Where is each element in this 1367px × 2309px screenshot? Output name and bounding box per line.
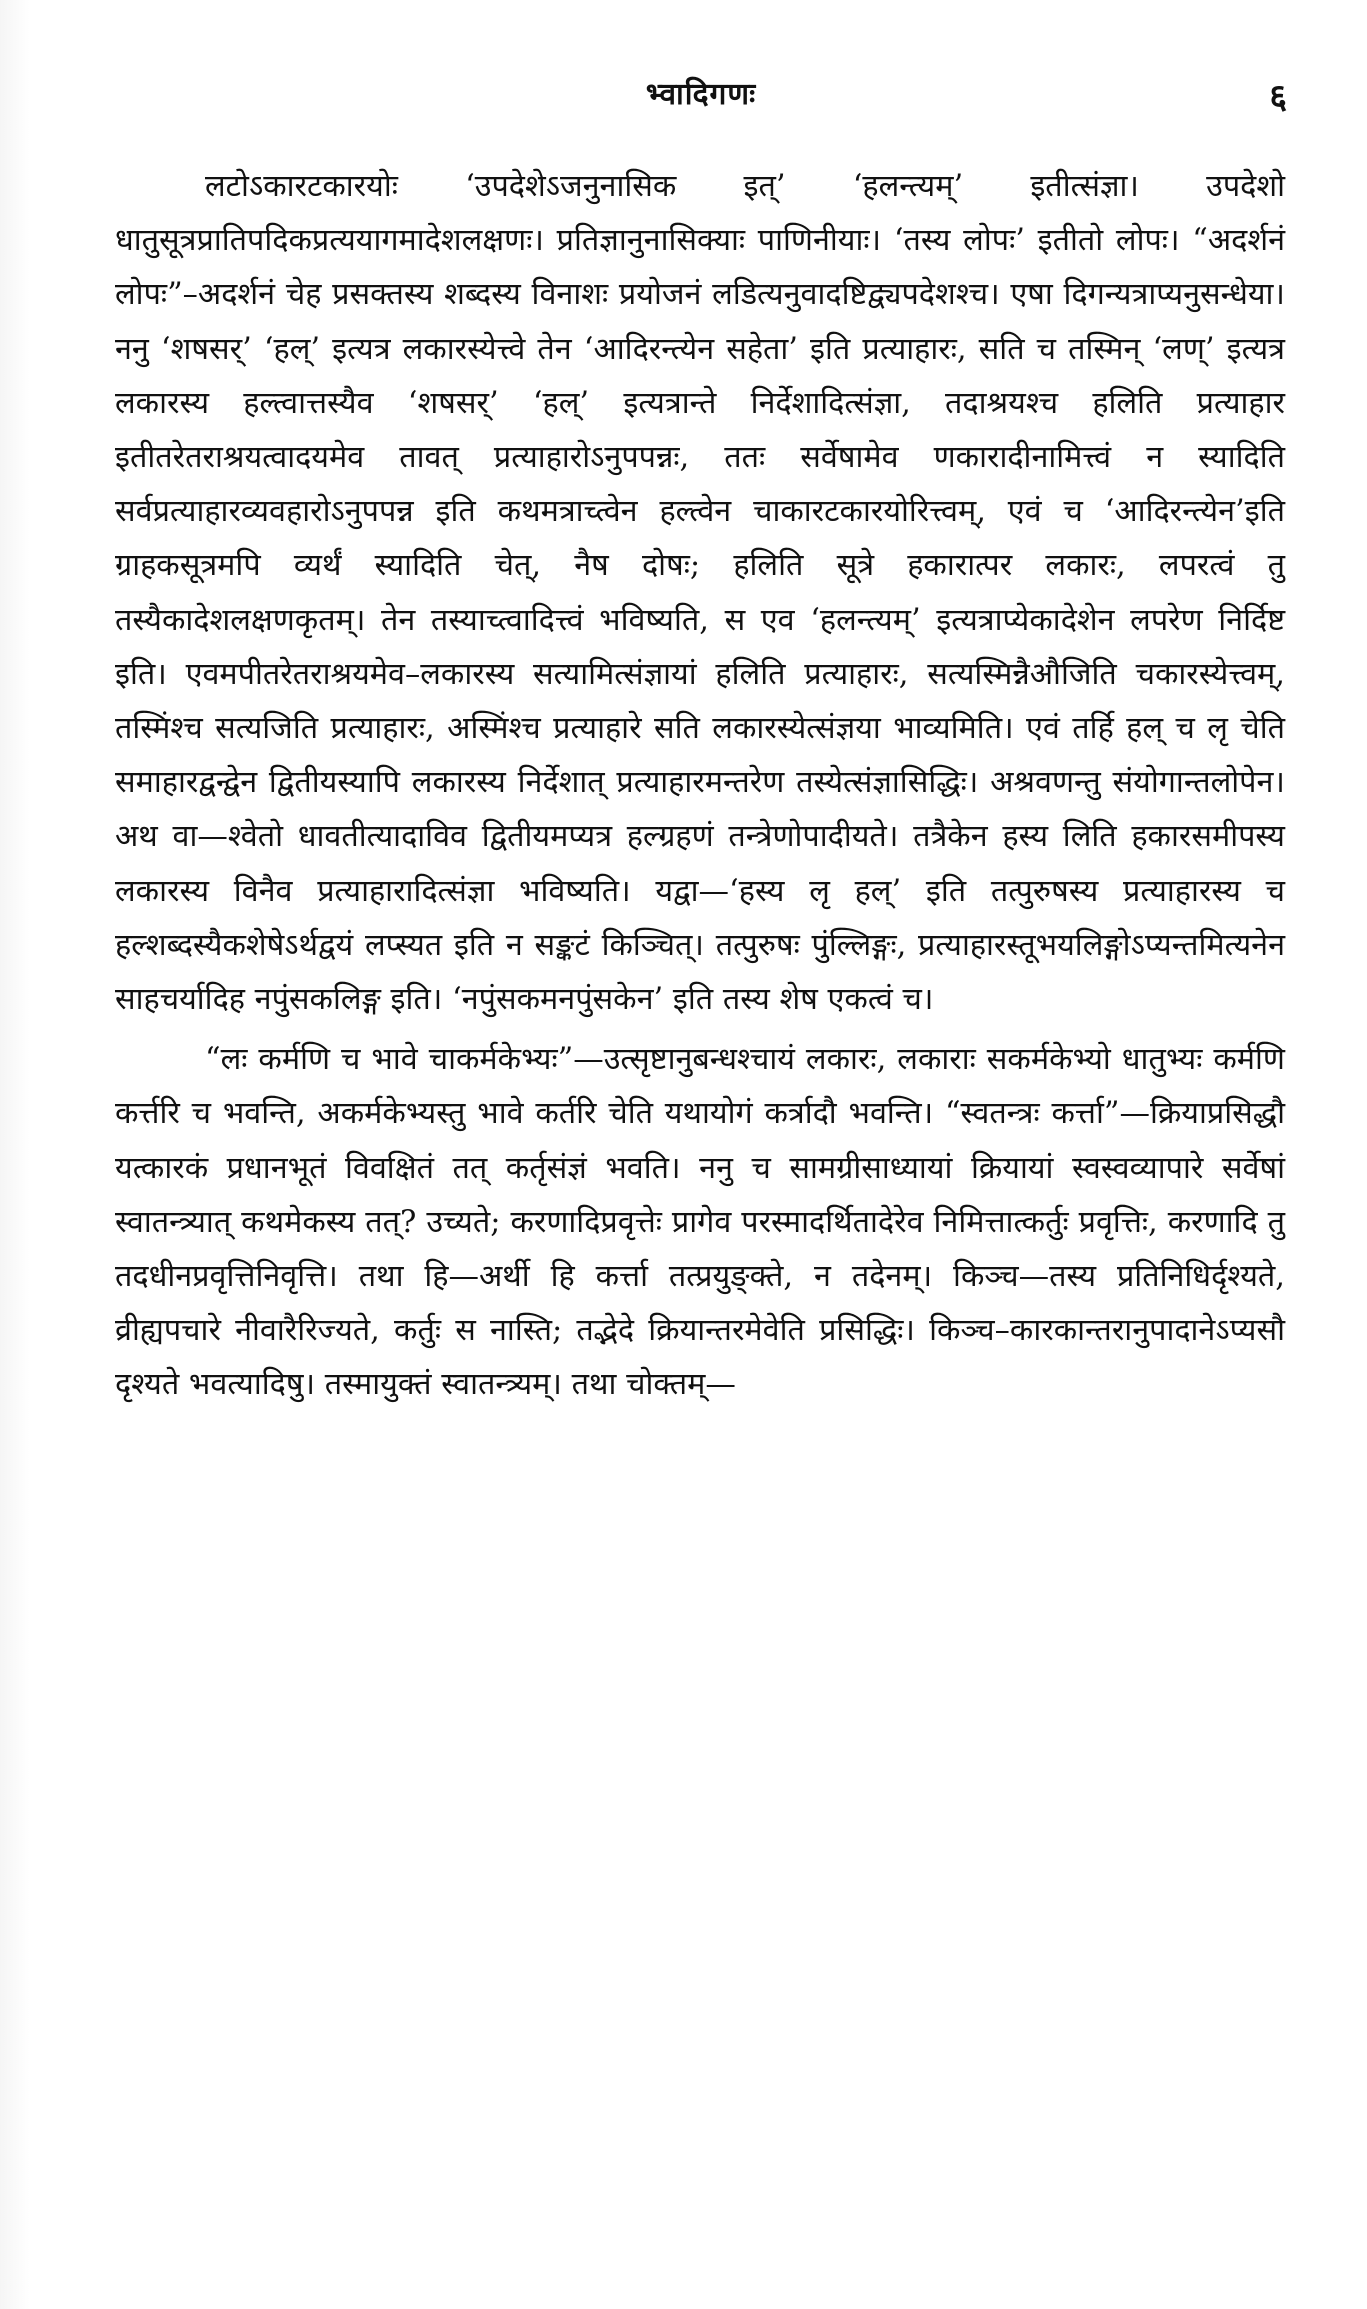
scan-edge-shadow — [0, 0, 30, 2309]
paragraph-2: “लः कर्मणि च भावे चाकर्मकेभ्यः”—उत्सृष्टानुबन्धश्चायं लकारः, लकाराः सकर्मकेभ्यो धातुभ्यः कर्मणि कर्त्तरि च भवन्ति, अकर्मकेभ्यस्तु भावे कर्तरि चेति यथायोगं कर्त्रादौ भवन्ति। “स्वतन्त्रः कर्त्ता”—क्रियाप्रसिद्धौ यत्कारकं प्रधानभूतं विवक्षितं तत् कर्तृसंज्ञं भवति। ननु च सामग्रीसाध्यायां क्रियायां स्वस्वव्यापारे सर्वेषां स्वातन्त्र्यात् कथमेकस्य तत्? उच्यते; करणादिप्रवृत्तेः प्रागेव परस्मादर्थितादेरेव निमित्तात्कर्तुः प्रवृत्तिः, करणादि तु तदधीनप्रवृत्तिनिवृत्ति। तथा हि—अर्थी हि कर्त्ता तत्प्रयुङ्क्ते, न तदेनम्। किञ्च—तस्य प्रतिनिधिर्दृश्यते, व्रीह्यपचारे नीवारैरिज्यते, कर्तुः स नास्ति; तद्भेदे क्रियान्तरमेवेति प्रसिद्धिः। किञ्च–कारकान्तरानुपादानेऽप्यसौ दृश्यते भवत्यादिषु। तस्मायुक्तं स्वातन्त्र्यम्। तथा चोक्तम्— — [115, 1042, 1285, 1403]
page-number: ६ — [1269, 77, 1287, 117]
body-text — [115, 160, 1285, 1419]
paragraph-1: लटोऽकारटकारयोः ‘उपदेशेऽजनुनासिक इत्’ ‘हलन्त्यम्’ इतीत्संज्ञा। उपदेशो धातुसूत्रप्रातिपदिकप्रत्ययागमादेशलक्षणः। प्रतिज्ञानुनासिक्याः पाणिनीयाः। ‘तस्य लोपः’ इतीतो लोपः। “अदर्शनं लोपः”–अदर्शनं चेह प्रसक्तस्य शब्दस्य विनाशः प्रयोजनं लडित्यनुवादष्टिद्व्यपदेशश्च। एषा दिगन्यत्राप्यनुसन्धेया। ननु ‘शषसर्’ ‘हल्’ इत्यत्र लकारस्येत्त्वे तेन ‘आदिरन्त्येन सहेता’ इति प्रत्याहारः, सति च तस्मिन् ‘लण्’ इत्यत्र लकारस्य हल्त्वात्तस्यैव ‘शषसर्’ ‘हल्’ इत्यत्रान्ते निर्देशादित्संज्ञा, तदाश्रयश्च हलिति प्रत्याहार इतीतरेतराश्रयत्वादयमेव तावत् प्रत्याहारोऽनुपपन्नः, ततः सर्वेषामेव णकारादीनामित्त्वं न स्यादिति सर्वप्रत्याहारव्यवहारोऽनुपपन्न इति कथमत्राच्त्वेन हल्त्वेन चाकारटकारयोरित्त्वम्, एवं च ‘आदिरन्त्येन’इति ग्राहकसूत्रमपि व्यर्थं स्यादिति चेत्, नैष दोषः; हलिति सूत्रे हकारात्पर लकारः, लपरत्वं तु तस्यैकादेशलक्षणकृतम्। तेन तस्याच्त्वादित्त्वं भविष्यति, स एव ‘हलन्त्यम्’ इत्यत्राप्येकादेशेन लपरेण निर्दिष्ट इति। एवमपीतरेतराश्रयमेव–लकारस्य सत्यामित्संज्ञायां हलिति प्रत्याहारः, सत्यस्मिन्नैऔजिति चकारस्येत्त्वम्, तस्मिंश्च सत्यजिति प्रत्याहारः, अस्मिंश्च प्रत्याहारे सति लकारस्येत्संज्ञया भाव्यमिति। एवं तर्हि हल् च लृ चेति समाहारद्वन्द्वेन द्वितीयस्यापि लकारस्य निर्देशात् प्रत्याहारमन्तरेण तस्येत्संज्ञासिद्धिः। अश्रवणन्तु संयोगान्तलोपेन। अथ वा—श्वेतो धावतीत्यादाविव द्वितीयमप्यत्र हल्ग्रहणं तन्त्रेणोपादीयते। तत्रैकेन हस्य लिति हकारसमीपस्य लकारस्य विनैव प्रत्याहारादित्संज्ञा भविष्यति। यद्वा—‘हस्य लृ हल्’ इति तत्पुरुषस्य प्रत्याहारस्य च हल्शब्दस्यैकशेषेऽर्थद्वयं लप्स्यत इति न सङ्कटं किञ्चित्। तत्पुरुषः पुंल्लिङ्गः, प्रत्याहारस्तूभयलिङ्गोऽप्यन्तमित्यनेन साहचर्यादिह नपुंसकलिङ्ग इति। ‘नपुंसकमनपुंसकेन’ इति तस्य शेष एकत्वं च। — [115, 169, 1285, 1018]
page-header — [115, 72, 1287, 132]
running-head: भ्वादिगणः — [645, 77, 757, 112]
